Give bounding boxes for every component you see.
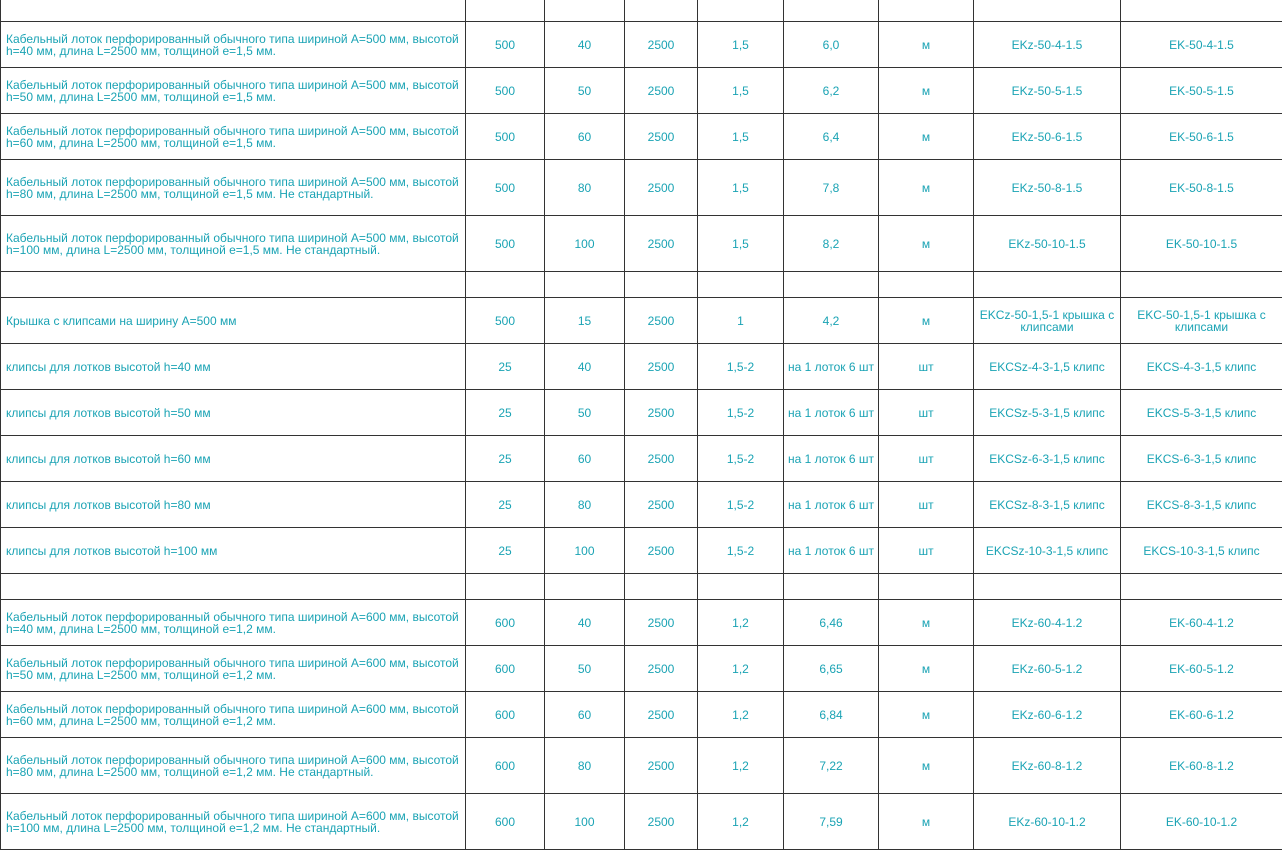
- weight-cell: 7,22: [784, 738, 879, 794]
- height-cell: 80: [545, 160, 625, 216]
- height-cell: [545, 272, 625, 298]
- height-cell: 80: [545, 738, 625, 794]
- description-cell: Кабельный лоток перфорированный обычного типа шириной А=500 мм, высотой h=80 мм, длина L=2500 мм, толщиной е=1,5 мм. Не стандартный.: [1, 160, 466, 216]
- height-cell: 60: [545, 692, 625, 738]
- description-cell: [1, 574, 466, 600]
- article-z-cell: EKz-60-8-1.2: [974, 738, 1121, 794]
- spacer-row: [1, 0, 1282, 22]
- thickness-cell: 1,5: [698, 160, 784, 216]
- height-cell: 50: [545, 68, 625, 114]
- unit-cell: шт: [879, 436, 974, 482]
- thickness-cell: 1,2: [698, 738, 784, 794]
- width-cell: 500: [466, 22, 545, 68]
- length-cell: 2500: [625, 390, 698, 436]
- article-z-cell: EKCz-50-1,5-1 крышка с клипсами: [974, 298, 1121, 344]
- thickness-cell: [698, 272, 784, 298]
- height-cell: 40: [545, 22, 625, 68]
- width-cell: 25: [466, 344, 545, 390]
- article-z-cell: EKCSz-4-3-1,5 клипс: [974, 344, 1121, 390]
- unit-cell: [879, 574, 974, 600]
- width-cell: 500: [466, 68, 545, 114]
- article-z-cell: EKz-50-10-1.5: [974, 216, 1121, 272]
- description-cell: Кабельный лоток перфорированный обычного типа шириной А=600 мм, высотой h=40 мм, длина L=2500 мм, толщиной е=1,2 мм.: [1, 600, 466, 646]
- table-body: [1, 0, 1282, 850]
- length-cell: 2500: [625, 646, 698, 692]
- article-z-cell: EKCSz-10-3-1,5 клипс: [974, 528, 1121, 574]
- article-z-cell: EKCSz-6-3-1,5 клипс: [974, 436, 1121, 482]
- unit-cell: м: [879, 600, 974, 646]
- unit-cell: м: [879, 298, 974, 344]
- article-cell: EKCS-5-3-1,5 клипс: [1121, 390, 1282, 436]
- thickness-cell: 1,2: [698, 600, 784, 646]
- weight-cell: [784, 272, 879, 298]
- unit-cell: м: [879, 114, 974, 160]
- weight-cell: [784, 0, 879, 22]
- description-cell: Кабельный лоток перфорированный обычного типа шириной А=600 мм, высотой h=80 мм, длина L=2500 мм, толщиной е=1,2 мм. Не стандартный.: [1, 738, 466, 794]
- thickness-cell: 1,2: [698, 692, 784, 738]
- article-cell: EK-50-4-1.5: [1121, 22, 1282, 68]
- weight-cell: 4,2: [784, 298, 879, 344]
- length-cell: 2500: [625, 22, 698, 68]
- table-row: [1, 390, 1282, 436]
- thickness-cell: [698, 574, 784, 600]
- unit-cell: м: [879, 216, 974, 272]
- width-cell: 500: [466, 298, 545, 344]
- weight-cell: 6,4: [784, 114, 879, 160]
- height-cell: [545, 0, 625, 22]
- description-cell: Кабельный лоток перфорированный обычного типа шириной А=600 мм, высотой h=50 мм, длина L=2500 мм, толщиной е=1,2 мм.: [1, 646, 466, 692]
- unit-cell: м: [879, 692, 974, 738]
- length-cell: 2500: [625, 436, 698, 482]
- description-cell: клипсы для лотков высотой h=40 мм: [1, 344, 466, 390]
- article-z-cell: [974, 0, 1121, 22]
- article-cell: [1121, 0, 1282, 22]
- article-z-cell: EKz-50-5-1.5: [974, 68, 1121, 114]
- table-row: [1, 794, 1282, 850]
- article-cell: EKCS-6-3-1,5 клипс: [1121, 436, 1282, 482]
- unit-cell: м: [879, 68, 974, 114]
- unit-cell: [879, 272, 974, 298]
- weight-cell: на 1 лоток 6 шт: [784, 390, 879, 436]
- width-cell: 25: [466, 528, 545, 574]
- unit-cell: м: [879, 794, 974, 850]
- description-cell: [1, 272, 466, 298]
- unit-cell: шт: [879, 482, 974, 528]
- weight-cell: 6,2: [784, 68, 879, 114]
- table-row: [1, 114, 1282, 160]
- width-cell: 500: [466, 114, 545, 160]
- weight-cell: 6,0: [784, 22, 879, 68]
- unit-cell: шт: [879, 390, 974, 436]
- table-row: [1, 216, 1282, 272]
- length-cell: 2500: [625, 692, 698, 738]
- thickness-cell: 1,2: [698, 646, 784, 692]
- weight-cell: на 1 лоток 6 шт: [784, 528, 879, 574]
- length-cell: [625, 272, 698, 298]
- height-cell: 40: [545, 344, 625, 390]
- width-cell: 500: [466, 160, 545, 216]
- article-cell: EK-60-8-1.2: [1121, 738, 1282, 794]
- length-cell: 2500: [625, 794, 698, 850]
- length-cell: [625, 0, 698, 22]
- spacer-row: [1, 272, 1282, 298]
- height-cell: 50: [545, 390, 625, 436]
- unit-cell: шт: [879, 344, 974, 390]
- width-cell: 25: [466, 482, 545, 528]
- width-cell: 600: [466, 646, 545, 692]
- article-cell: EK-60-4-1.2: [1121, 600, 1282, 646]
- thickness-cell: [698, 0, 784, 22]
- thickness-cell: 1,5-2: [698, 436, 784, 482]
- article-z-cell: EKCSz-5-3-1,5 клипс: [974, 390, 1121, 436]
- article-z-cell: [974, 574, 1121, 600]
- thickness-cell: 1,5-2: [698, 528, 784, 574]
- article-cell: EK-50-8-1.5: [1121, 160, 1282, 216]
- thickness-cell: 1,5-2: [698, 482, 784, 528]
- table-row: [1, 22, 1282, 68]
- width-cell: 25: [466, 390, 545, 436]
- thickness-cell: 1,5: [698, 216, 784, 272]
- weight-cell: 6,46: [784, 600, 879, 646]
- weight-cell: на 1 лоток 6 шт: [784, 436, 879, 482]
- description-cell: Кабельный лоток перфорированный обычного типа шириной А=500 мм, высотой h=100 мм, длина L=2500 мм, толщиной е=1,5 мм. Не стандартный.: [1, 216, 466, 272]
- article-cell: EKC-50-1,5-1 крышка с клипсами: [1121, 298, 1282, 344]
- thickness-cell: 1,5: [698, 114, 784, 160]
- height-cell: 80: [545, 482, 625, 528]
- thickness-cell: 1,5-2: [698, 390, 784, 436]
- article-z-cell: EKz-60-5-1.2: [974, 646, 1121, 692]
- length-cell: 2500: [625, 738, 698, 794]
- table-row: [1, 692, 1282, 738]
- weight-cell: на 1 лоток 6 шт: [784, 344, 879, 390]
- article-cell: EKCS-8-3-1,5 клипс: [1121, 482, 1282, 528]
- article-z-cell: [974, 272, 1121, 298]
- description-cell: клипсы для лотков высотой h=50 мм: [1, 390, 466, 436]
- height-cell: 60: [545, 114, 625, 160]
- width-cell: 500: [466, 216, 545, 272]
- weight-cell: 8,2: [784, 216, 879, 272]
- weight-cell: 7,59: [784, 794, 879, 850]
- article-cell: EK-60-5-1.2: [1121, 646, 1282, 692]
- table-row: [1, 68, 1282, 114]
- table-row: [1, 482, 1282, 528]
- height-cell: 15: [545, 298, 625, 344]
- description-cell: клипсы для лотков высотой h=100 мм: [1, 528, 466, 574]
- description-cell: Кабельный лоток перфорированный обычного типа шириной А=500 мм, высотой h=40 мм, длина L=2500 мм, толщиной е=1,5 мм.: [1, 22, 466, 68]
- article-cell: EK-60-10-1.2: [1121, 794, 1282, 850]
- table-row: [1, 646, 1282, 692]
- width-cell: 600: [466, 794, 545, 850]
- length-cell: 2500: [625, 216, 698, 272]
- article-z-cell: EKz-60-10-1.2: [974, 794, 1121, 850]
- weight-cell: [784, 574, 879, 600]
- spacer-row: [1, 574, 1282, 600]
- article-cell: EKCS-10-3-1,5 клипс: [1121, 528, 1282, 574]
- height-cell: 100: [545, 216, 625, 272]
- length-cell: 2500: [625, 600, 698, 646]
- table-row: [1, 344, 1282, 390]
- length-cell: 2500: [625, 298, 698, 344]
- weight-cell: на 1 лоток 6 шт: [784, 482, 879, 528]
- article-z-cell: EKz-50-6-1.5: [974, 114, 1121, 160]
- description-cell: [1, 0, 466, 22]
- description-cell: Кабельный лоток перфорированный обычного типа шириной А=600 мм, высотой h=100 мм, длина L=2500 мм, толщиной е=1,2 мм. Не стандартный.: [1, 794, 466, 850]
- length-cell: 2500: [625, 114, 698, 160]
- width-cell: 600: [466, 600, 545, 646]
- article-cell: EK-50-10-1.5: [1121, 216, 1282, 272]
- description-cell: Кабельный лоток перфорированный обычного типа шириной А=500 мм, высотой h=60 мм, длина L=2500 мм, толщиной е=1,5 мм.: [1, 114, 466, 160]
- thickness-cell: 1: [698, 298, 784, 344]
- unit-cell: [879, 0, 974, 22]
- table-row: [1, 160, 1282, 216]
- table-row: [1, 600, 1282, 646]
- article-cell: EK-50-5-1.5: [1121, 68, 1282, 114]
- thickness-cell: 1,5: [698, 68, 784, 114]
- article-z-cell: EKz-50-4-1.5: [974, 22, 1121, 68]
- width-cell: 600: [466, 738, 545, 794]
- description-cell: Кабельный лоток перфорированный обычного типа шириной А=600 мм, высотой h=60 мм, длина L=2500 мм, толщиной е=1,2 мм.: [1, 692, 466, 738]
- width-cell: [466, 272, 545, 298]
- height-cell: [545, 574, 625, 600]
- length-cell: 2500: [625, 528, 698, 574]
- unit-cell: м: [879, 646, 974, 692]
- article-cell: EK-60-6-1.2: [1121, 692, 1282, 738]
- width-cell: [466, 0, 545, 22]
- description-cell: Кабельный лоток перфорированный обычного типа шириной А=500 мм, высотой h=50 мм, длина L=2500 мм, толщиной е=1,5 мм.: [1, 68, 466, 114]
- width-cell: [466, 574, 545, 600]
- height-cell: 40: [545, 600, 625, 646]
- description-cell: клипсы для лотков высотой h=60 мм: [1, 436, 466, 482]
- table-row: [1, 298, 1282, 344]
- table-row: [1, 738, 1282, 794]
- height-cell: 50: [545, 646, 625, 692]
- weight-cell: 6,84: [784, 692, 879, 738]
- article-cell: [1121, 574, 1282, 600]
- weight-cell: 7,8: [784, 160, 879, 216]
- table-row: [1, 528, 1282, 574]
- article-z-cell: EKz-60-6-1.2: [974, 692, 1121, 738]
- article-cell: EK-50-6-1.5: [1121, 114, 1282, 160]
- article-z-cell: EKz-50-8-1.5: [974, 160, 1121, 216]
- unit-cell: м: [879, 160, 974, 216]
- thickness-cell: 1,5-2: [698, 344, 784, 390]
- length-cell: 2500: [625, 344, 698, 390]
- thickness-cell: 1,2: [698, 794, 784, 850]
- width-cell: 25: [466, 436, 545, 482]
- height-cell: 100: [545, 794, 625, 850]
- weight-cell: 6,65: [784, 646, 879, 692]
- description-cell: Крышка с клипсами на ширину А=500 мм: [1, 298, 466, 344]
- height-cell: 60: [545, 436, 625, 482]
- length-cell: 2500: [625, 160, 698, 216]
- width-cell: 600: [466, 692, 545, 738]
- height-cell: 100: [545, 528, 625, 574]
- unit-cell: шт: [879, 528, 974, 574]
- article-cell: EKCS-4-3-1,5 клипс: [1121, 344, 1282, 390]
- unit-cell: м: [879, 738, 974, 794]
- length-cell: [625, 574, 698, 600]
- thickness-cell: 1,5: [698, 22, 784, 68]
- table-row: [1, 436, 1282, 482]
- length-cell: 2500: [625, 68, 698, 114]
- unit-cell: м: [879, 22, 974, 68]
- length-cell: 2500: [625, 482, 698, 528]
- article-cell: [1121, 272, 1282, 298]
- article-z-cell: EKz-60-4-1.2: [974, 600, 1121, 646]
- description-cell: клипсы для лотков высотой h=80 мм: [1, 482, 466, 528]
- article-z-cell: EKCSz-8-3-1,5 клипс: [974, 482, 1121, 528]
